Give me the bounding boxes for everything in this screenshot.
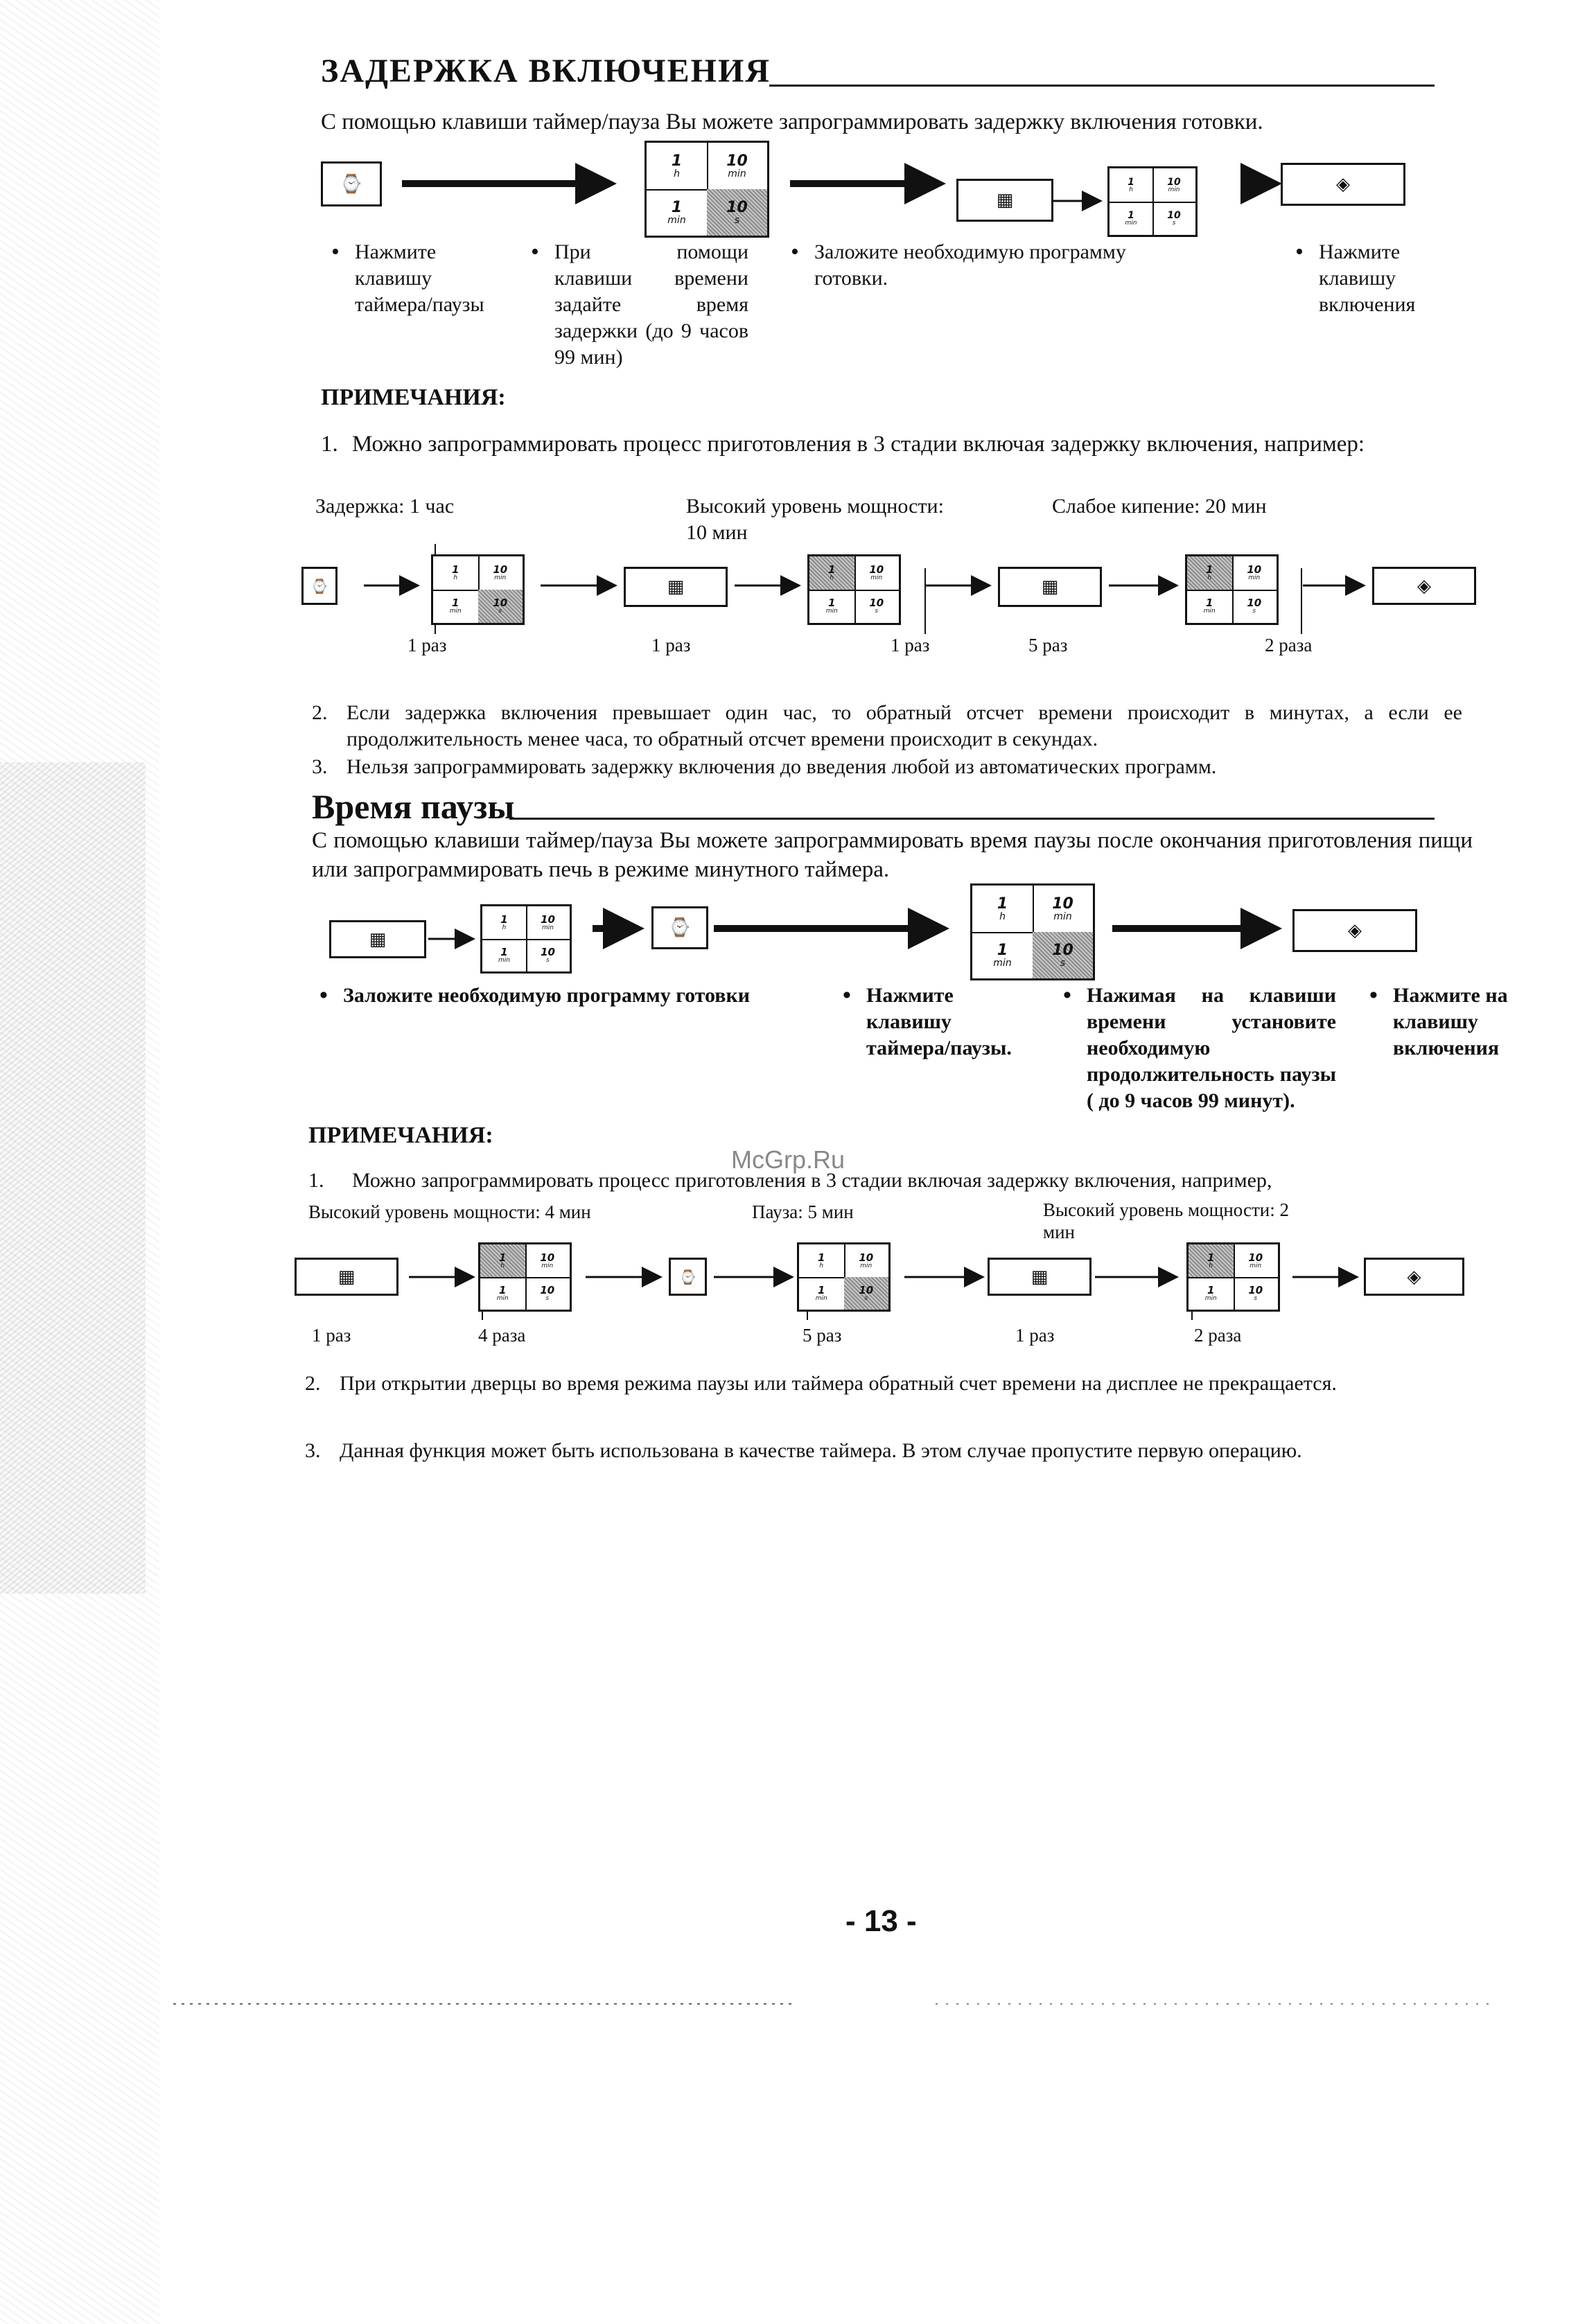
section-intro: С помощью клавиши таймер/пауза Вы можете запрограммировать время паузы после окончания приготовления пищи или запрограммировать печь в режиме минутного таймера. bbox=[312, 828, 1473, 882]
time-keys-grid-small: 1 h 10 min 1 min 10 s bbox=[1107, 166, 1198, 237]
time-keys-grid-small: 1 h 10 min 1 min 10 s bbox=[480, 904, 572, 974]
press-count: 1 раз bbox=[891, 635, 930, 655]
time-keys-grid bbox=[645, 141, 769, 238]
timer-pause-key[interactable] bbox=[651, 906, 708, 949]
time-keys-grid: 1 h 10 min 1 min 10 s bbox=[970, 883, 1095, 980]
step-3: • Нажимая на клавиши времени установите необходимую продолжительность паузы ( до 9 часов 99 минут). bbox=[1087, 983, 1336, 1114]
page-number: - 13 - bbox=[845, 1904, 917, 1938]
press-count: 2 раза bbox=[1265, 635, 1313, 655]
title-rule bbox=[509, 818, 1435, 820]
program-key[interactable] bbox=[295, 1258, 398, 1296]
key-10s[interactable]: 10 s bbox=[707, 189, 767, 236]
press-count: 5 раз bbox=[1028, 635, 1068, 655]
step-3: • Заложите необходимую программу готовки. bbox=[814, 239, 1140, 292]
start-key[interactable] bbox=[1364, 1258, 1464, 1296]
time-keys-grid-small: 1 h 10 min 1 min 10 s bbox=[797, 1242, 891, 1312]
note2-2: При открытии дверцы во время режима паузы или таймера обратный счет времени на дисплее не прекращается. bbox=[340, 1372, 1337, 1395]
press-count: 1 раз bbox=[407, 635, 447, 655]
program-key[interactable] bbox=[956, 179, 1053, 222]
section-intro: С помощью клавиши таймер/пауза Вы можете запрограммировать задержку включения готовки. bbox=[321, 109, 1263, 134]
step-4: • Нажмите на клавишу включения bbox=[1393, 983, 1538, 1062]
watermark: McGrp.Ru bbox=[731, 1145, 845, 1174]
notes-title-1: ПРИМЕЧАНИЯ: bbox=[321, 385, 506, 410]
example-label: Пауза: 5 мин bbox=[752, 1201, 854, 1222]
title-rule bbox=[769, 85, 1435, 87]
section-title-pause: Время паузы bbox=[312, 787, 515, 826]
note3-1: Нельзя запрограммировать задержку включения до введения любой из автоматических программ. bbox=[347, 755, 1217, 778]
press-count: 1 раз bbox=[1015, 1325, 1055, 1346]
press-count: 2 раза bbox=[1194, 1325, 1242, 1346]
press-count: 1 раз bbox=[312, 1325, 351, 1346]
time-keys-grid-small: 1 h 10 min 1 min 10 s bbox=[1186, 1242, 1280, 1312]
example-label: Высокий уровень мощности: 10 мин bbox=[686, 495, 944, 544]
example-label: Слабое кипение: 20 мин bbox=[1052, 495, 1267, 518]
timer-icon: ⌚ bbox=[310, 577, 328, 595]
timer-pause-key[interactable] bbox=[301, 567, 337, 605]
start-key[interactable] bbox=[1292, 909, 1417, 952]
program-key[interactable] bbox=[624, 567, 728, 607]
program-icon: ▦ bbox=[1041, 576, 1059, 597]
step-4: • Нажмите клавишу включения bbox=[1319, 239, 1457, 318]
key-10min[interactable]: 10 min bbox=[726, 152, 748, 179]
program-icon: ▦ bbox=[369, 928, 387, 950]
note2-1: Если задержка включения превышает один час, то обратный отсчет времени происходит в минутах, а если ее продолжительность менее часа, то обратный отсчет времени происходит в секундах. bbox=[347, 701, 1462, 750]
time-keys-grid-small: 1 h 10 min 1 min 10 s bbox=[431, 554, 525, 625]
step-2: • Нажмите клавишу таймера/паузы. bbox=[866, 983, 1026, 1062]
note3-2: Данная функция может быть использована в качестве таймера. В этом случае пропустите первую операцию. bbox=[340, 1439, 1302, 1462]
notes-title-2: ПРИМЕЧАНИЯ: bbox=[308, 1123, 493, 1148]
time-keys-grid-small: 1 h 10 min 1 min 10 s bbox=[1185, 554, 1279, 625]
program-icon: ▦ bbox=[1031, 1266, 1049, 1287]
time-keys-grid-small: 1 h 10 min 1 min 10 s bbox=[807, 554, 901, 625]
press-count: 5 раз bbox=[803, 1325, 842, 1346]
start-icon: ◈ bbox=[1407, 1266, 1421, 1287]
step-1: • Заложите необходимую программу готовки bbox=[343, 983, 800, 1009]
start-key[interactable] bbox=[1372, 567, 1476, 605]
note1-2: Можно запрограммировать процесс приготовления в 3 стадии включая задержку включения, например, bbox=[352, 1169, 1272, 1192]
program-key[interactable] bbox=[329, 920, 426, 958]
timer-pause-key[interactable] bbox=[321, 161, 382, 206]
start-icon: ◈ bbox=[1348, 920, 1362, 941]
note1-1: Можно запрограммировать процесс приготовления в 3 стадии включая задержку включения, например: bbox=[352, 432, 1365, 457]
press-count: 4 раза bbox=[478, 1325, 526, 1346]
program-icon: ▦ bbox=[996, 190, 1014, 211]
timer-pause-key[interactable] bbox=[669, 1258, 707, 1296]
step-2: • При помощи клавиши времени задайте время задержки (до 9 часов 99 мин) bbox=[554, 239, 748, 371]
start-icon: ◈ bbox=[1336, 174, 1350, 195]
section-title-delay: ЗАДЕРЖКА ВКЛЮЧЕНИЯ bbox=[321, 53, 771, 89]
start-icon: ◈ bbox=[1417, 575, 1431, 597]
start-key[interactable] bbox=[1281, 163, 1405, 206]
example-label: Высокий уровень мощности: 2 мин bbox=[1043, 1199, 1289, 1242]
timer-icon: ⌚ bbox=[679, 1268, 696, 1285]
key-1h[interactable]: 1 h bbox=[671, 152, 683, 179]
program-key[interactable] bbox=[988, 1258, 1091, 1296]
example-label: Задержка: 1 час bbox=[315, 495, 455, 518]
program-icon: ▦ bbox=[337, 1266, 356, 1287]
press-count: 1 раз bbox=[651, 635, 691, 655]
key-1min[interactable]: 1 min bbox=[667, 198, 686, 226]
step-1: • Нажмите клавишу таймера/паузы bbox=[355, 239, 500, 318]
timer-icon: ⌚ bbox=[340, 173, 363, 195]
program-key[interactable] bbox=[998, 567, 1102, 607]
program-icon: ▦ bbox=[667, 576, 685, 597]
time-keys-grid-small: 1 h 10 min 1 min 10 s bbox=[478, 1242, 572, 1312]
timer-icon: ⌚ bbox=[668, 917, 692, 938]
example-label: Высокий уровень мощности: 4 мин bbox=[308, 1201, 591, 1222]
